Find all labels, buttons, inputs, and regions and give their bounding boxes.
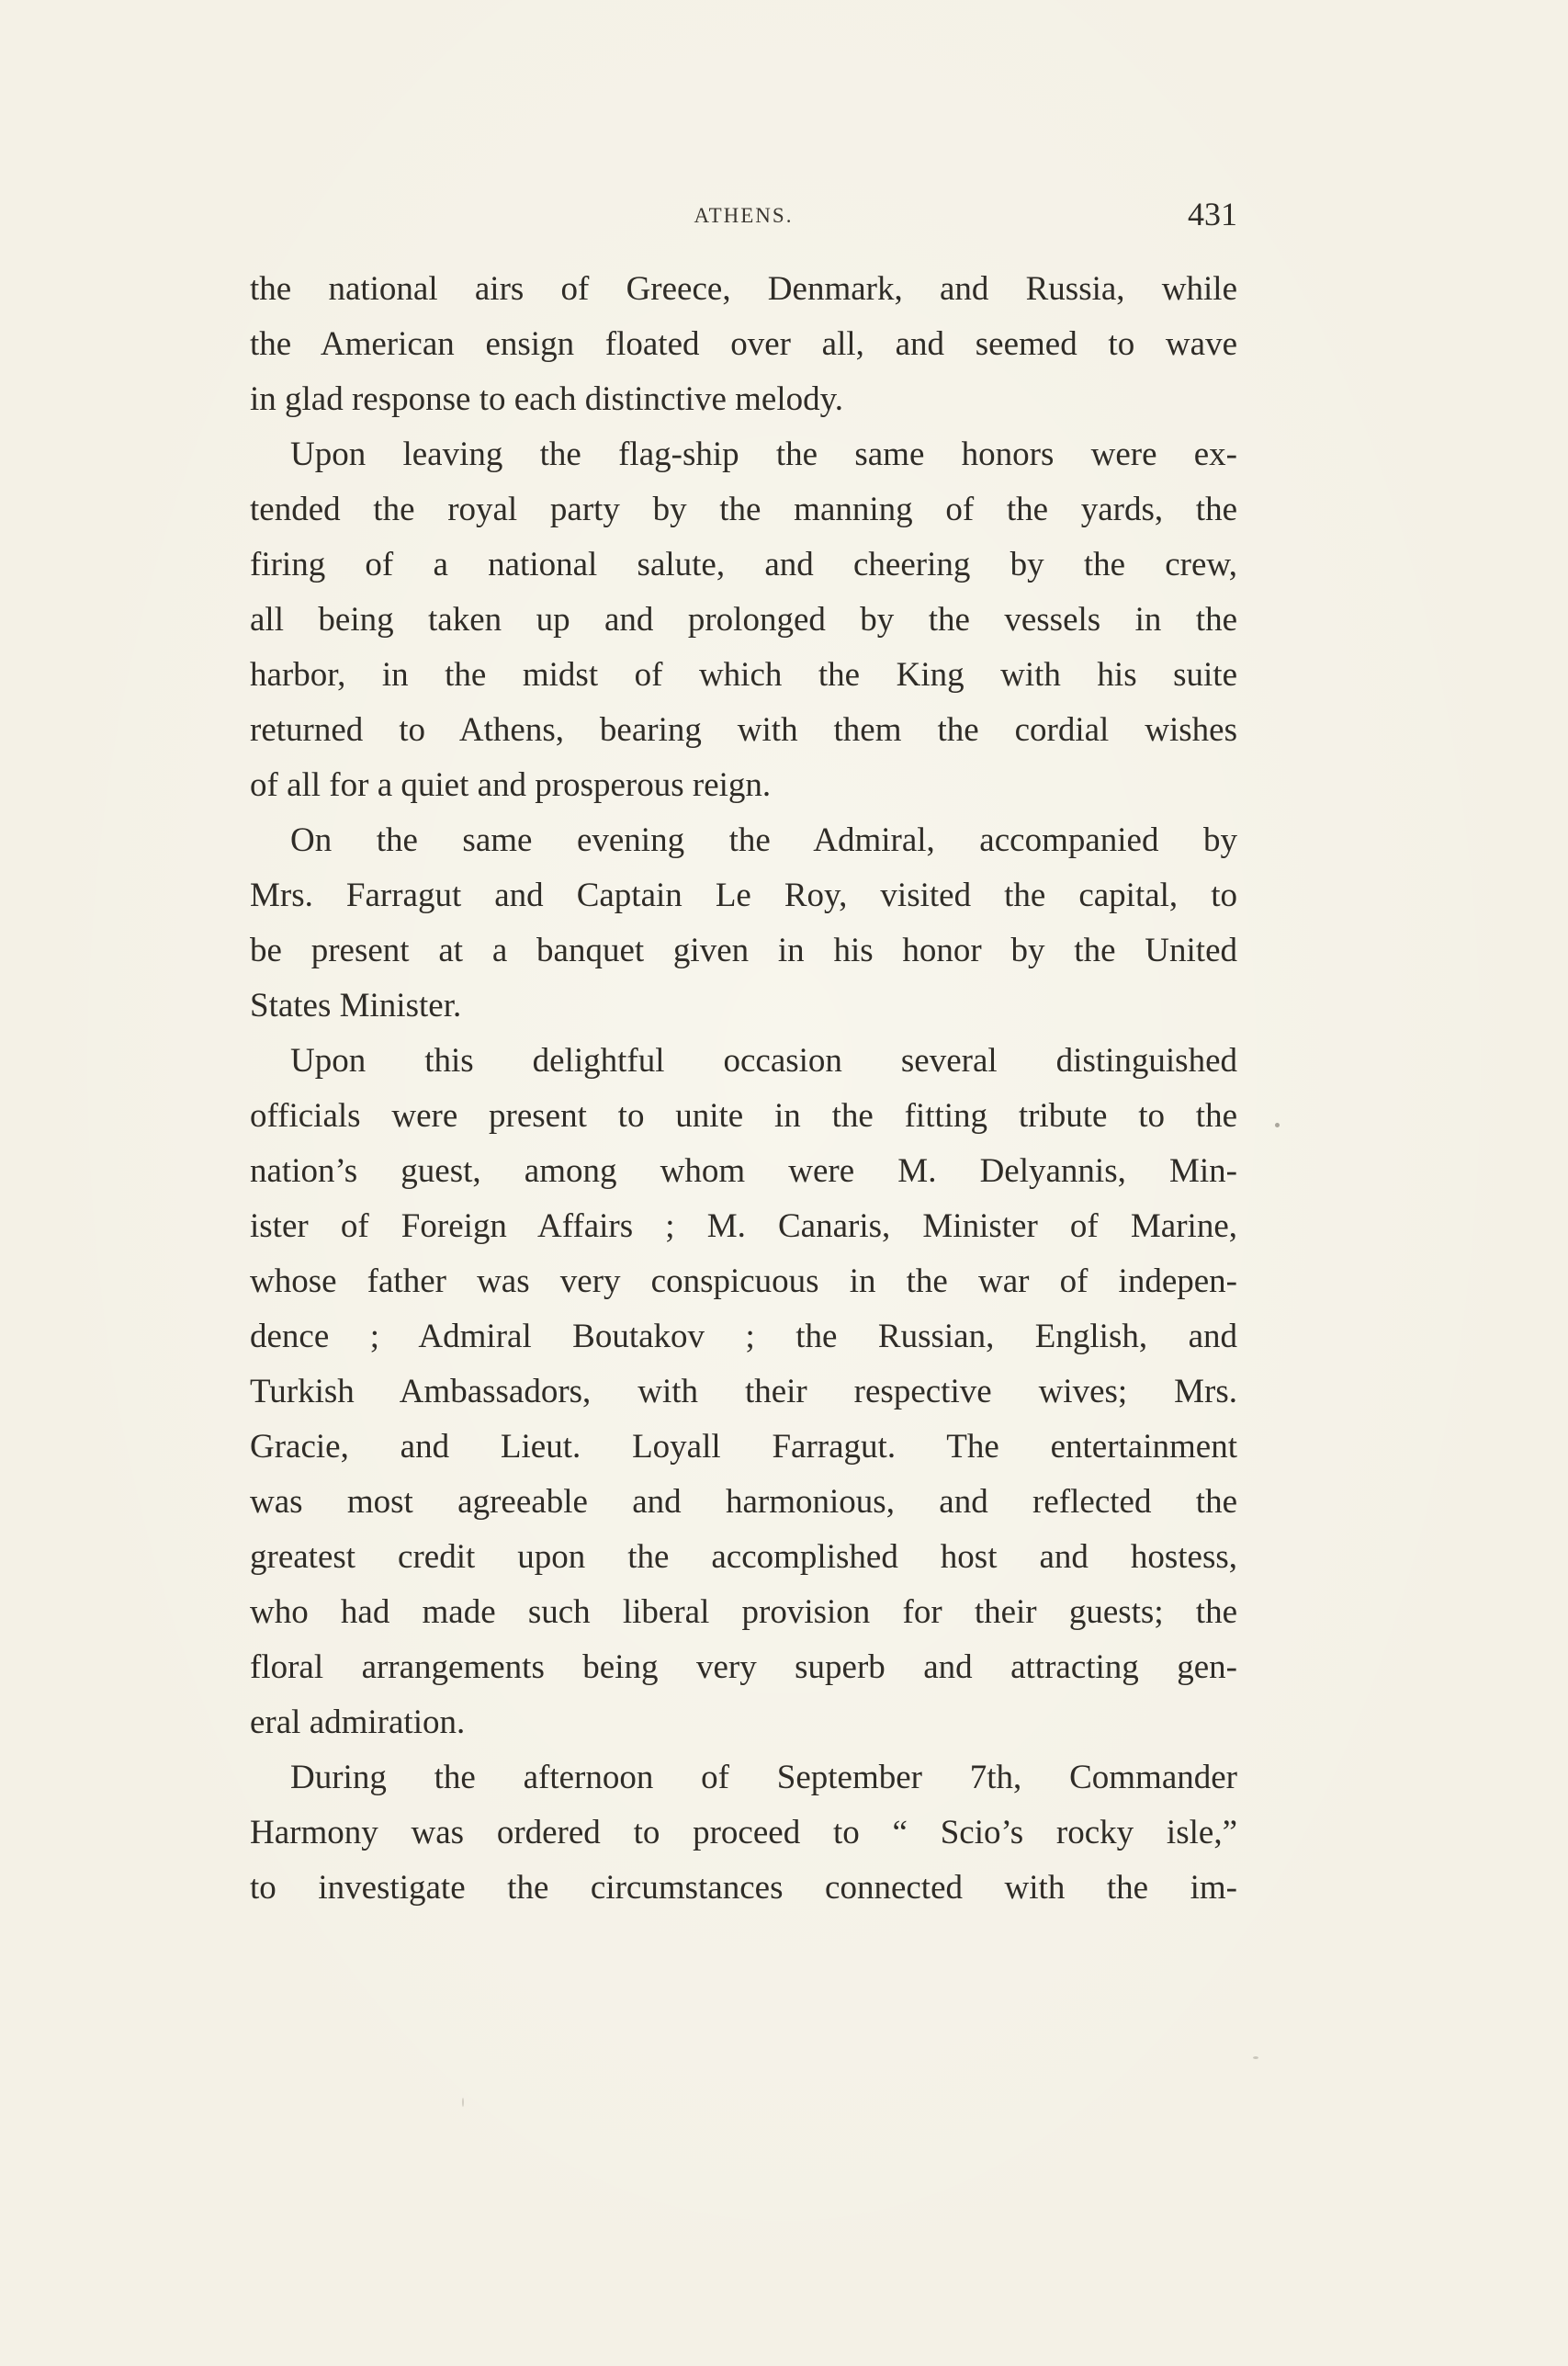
running-title: ATHENS.	[694, 204, 794, 227]
text-line: all being taken up and prolonged by the vessels in the	[250, 601, 1237, 639]
text-line: dence ; Admiral Boutakov ; the Russian, English, and	[250, 1318, 1237, 1355]
paper-speck	[1253, 2056, 1258, 2059]
text-line: eral admiration.	[250, 1704, 466, 1741]
text-line: Harmony was ordered to proceed to “ Scio’s rocky isle,”	[250, 1814, 1237, 1851]
text-line: to investigate the circumstances connected with the im-	[250, 1869, 1237, 1907]
text-line: Turkish Ambassadors, with their respective wives; Mrs.	[250, 1373, 1237, 1410]
text-line: be present at a banquet given in his honor by the United	[250, 932, 1237, 969]
text-line: whose father was very conspicuous in the war of indepen-	[250, 1262, 1237, 1300]
text-line: of all for a quiet and prosperous reign.	[250, 766, 772, 804]
paper-speck	[1275, 1123, 1280, 1127]
text-line: Gracie, and Lieut. Loyall Farragut. The entertainment	[250, 1428, 1237, 1466]
paragraph-first-line: On the same evening the Admiral, accompanied by	[290, 821, 1237, 859]
text-line: Mrs. Farragut and Captain Le Roy, visited the capital, to	[250, 877, 1237, 914]
running-head	[250, 195, 1237, 241]
paragraph-first-line: During the afternoon of September 7th, Commander	[290, 1759, 1237, 1796]
text-line: the American ensign floated over all, and seemed to wave	[250, 325, 1237, 363]
page-number: 431	[1188, 196, 1237, 232]
paragraph-first-line: Upon leaving the flag-ship the same honors were ex-	[290, 436, 1237, 473]
text-line: harbor, in the midst of which the King with his suite	[250, 656, 1237, 694]
text-line: tended the royal party by the manning of the yards, the	[250, 491, 1237, 528]
paragraph-first-line: Upon this delightful occasion several distinguished	[290, 1042, 1237, 1080]
body-text	[250, 262, 1237, 1907]
text-line: nation’s guest, among whom were M. Delyannis, Min-	[250, 1152, 1237, 1190]
text-line: in glad response to each distinctive melody.	[250, 380, 843, 418]
text-line: returned to Athens, bearing with them the cordial wishes	[250, 711, 1237, 749]
text-line: the national airs of Greece, Denmark, and Russia, while	[250, 270, 1237, 308]
paper-speck	[462, 2098, 464, 2107]
text-line: States Minister.	[250, 987, 462, 1025]
text-line: floral arrangements being very superb and attracting gen-	[250, 1648, 1237, 1686]
text-line: was most agreeable and harmonious, and reflected the	[250, 1483, 1237, 1521]
text-line: firing of a national salute, and cheering by the crew,	[250, 546, 1237, 583]
text-line: greatest credit upon the accomplished host and hostess,	[250, 1538, 1237, 1576]
text-line: who had made such liberal provision for their guests; the	[250, 1593, 1237, 1631]
text-line: officials were present to unite in the fitting tribute to the	[250, 1097, 1237, 1135]
text-line: ister of Foreign Affairs ; M. Canaris, Minister of Marine,	[250, 1207, 1237, 1245]
